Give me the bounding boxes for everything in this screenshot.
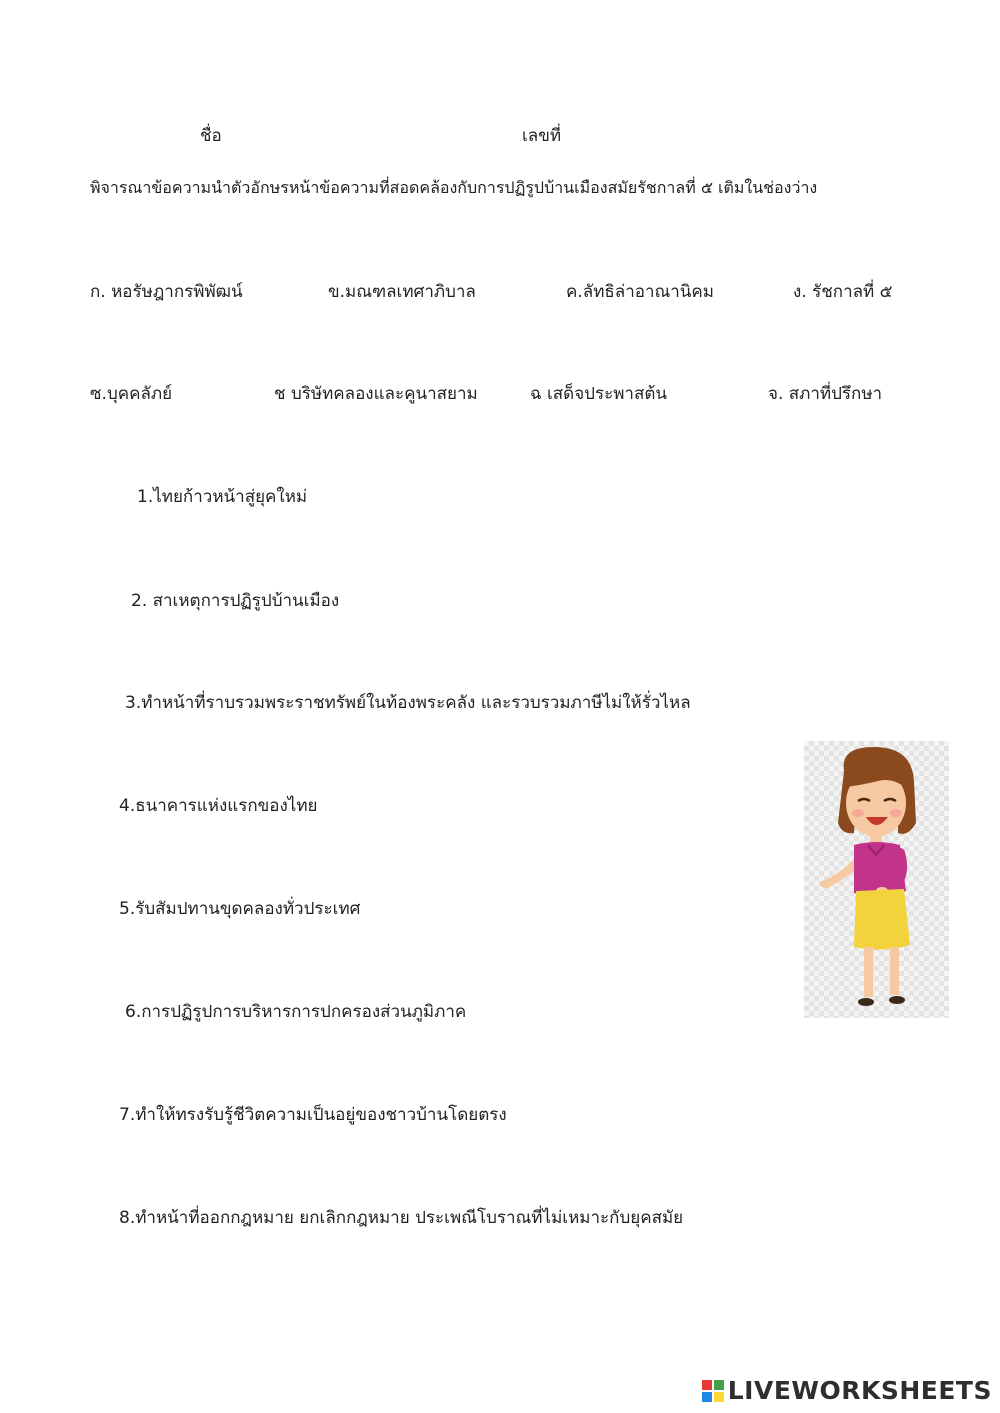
choice-kho-khwai: ค.ลัทธิล่าอาณานิคม — [566, 282, 715, 302]
question-4: 4.ธนาคารแห่งแรกของไทย — [119, 796, 318, 816]
teacher-illustration — [804, 741, 949, 1018]
question-8: 8.ทำหน้าที่ออกกฎหมาย ยกเลิกกฎหมาย ประเพณีโบราณที่ไม่เหมาะกับยุคสมัย — [119, 1208, 684, 1228]
answer-input-4[interactable] — [44, 792, 118, 822]
question-6: 6.การปฏิรูปการบริหารการปกครองส่วนภูมิภาค — [125, 1002, 467, 1022]
answer-input-2[interactable] — [55, 587, 129, 617]
answer-input-6[interactable] — [50, 998, 124, 1028]
name-field[interactable] — [232, 122, 506, 152]
number-label: เลขที่ — [522, 126, 562, 146]
choice-cho-ching: ฉ เสด็จประพาสต้น — [530, 384, 668, 404]
logo-text: LIVEWORKSHEETS — [727, 1376, 992, 1405]
choice-ko: ก. หอรัษฎากรพิพัฒน์ — [90, 282, 243, 302]
instruction-text: พิจารณาข้อความนำตัวอักษรหน้าข้อความที่สอดคล้องกับการปฏิรูปบ้านเมืองสมัยรัชกาลที่ ๕ เติมในช่องว่าง — [90, 178, 818, 197]
question-5: 5.รับสัมปทานขุดคลองทั่วประเทศ — [119, 899, 361, 919]
number-field[interactable] — [570, 122, 694, 152]
choice-cho-chan: จ. สภาที่ปรึกษา — [768, 384, 883, 404]
name-label: ชื่อ — [200, 126, 222, 146]
answer-input-1[interactable] — [60, 483, 134, 513]
choice-kho: ข.มณฑลเทศาภิบาล — [328, 282, 476, 302]
liveworksheets-logo — [702, 1376, 992, 1405]
choice-so: ซ.บุคคลัภย์ — [90, 384, 173, 404]
choice-ngo: ง. รัชกาลที่ ๕ — [793, 282, 893, 302]
question-3: 3.ทำหน้าที่ราบรวมพระราชทรัพย์ในท้องพระคลัง และรวบรวมภาษีไม่ให้รั่วไหล — [125, 693, 691, 713]
logo-squares-icon — [702, 1380, 724, 1402]
answer-input-7[interactable] — [44, 1101, 118, 1131]
question-7: 7.ทำให้ทรงรับรู้ชีวิตความเป็นอยู่ของชาวบ้านโดยตรง — [119, 1105, 507, 1125]
answer-input-3[interactable] — [50, 689, 124, 719]
question-1: 1.ไทยก้าวหน้าสู่ยุคใหม่ — [137, 487, 308, 507]
answer-input-5[interactable] — [44, 895, 118, 925]
answer-input-8[interactable] — [44, 1204, 118, 1234]
question-2: 2. สาเหตุการปฏิรูปบ้านเมือง — [131, 591, 340, 611]
choice-cho: ช บริษัทคลองและคูนาสยาม — [274, 384, 478, 404]
teacher-figure-icon — [804, 741, 949, 1018]
